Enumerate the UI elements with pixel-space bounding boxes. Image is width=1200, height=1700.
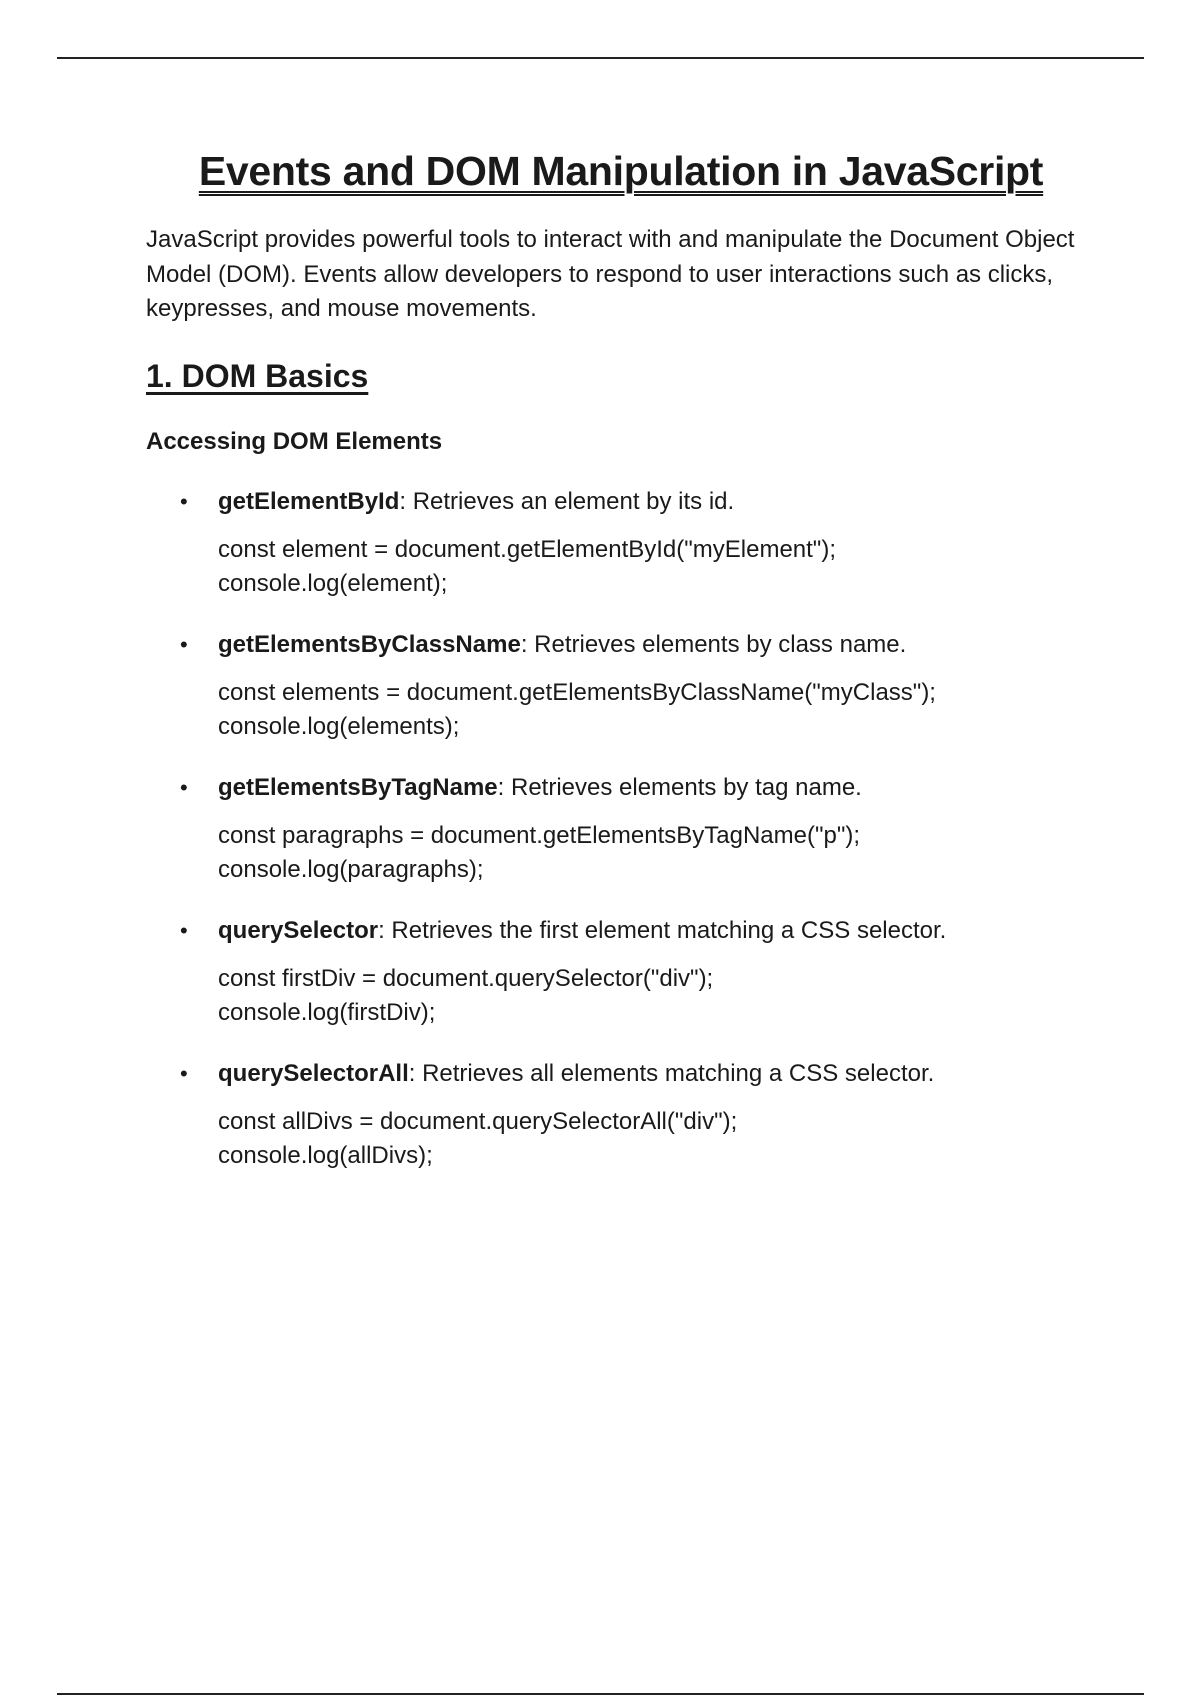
page-bottom-rule (57, 1693, 1144, 1695)
document-body (146, 145, 1096, 1200)
method-name: getElementById (218, 487, 400, 515)
code-line: console.log(paragraphs); (218, 856, 484, 883)
method-name: getElementsByClassName (218, 630, 521, 658)
code-line: console.log(allDivs); (218, 1142, 433, 1169)
code-line: const firstDiv = document.querySelector("div"); (218, 964, 714, 992)
method-description: : Retrieves the first element matching a CSS selector. (378, 916, 947, 944)
code-line: console.log(elements); (218, 713, 460, 740)
page-top-rule (57, 57, 1144, 59)
code-line: const element = document.getElementById("myElement"); (218, 535, 836, 563)
code-snippet (218, 819, 1096, 888)
method-name: querySelector (218, 916, 379, 944)
list-item-getelementbyid (146, 485, 1096, 602)
intro-paragraph: JavaScript provides powerful tools to interact with and manipulate the Document Object Model (DOM). Events allow developers to respond to user interactions such as clicks, keypresses, and mouse movements. (146, 226, 1075, 322)
method-line (218, 914, 1096, 948)
method-line (218, 771, 1096, 805)
subheading-accessing-dom-elements: Accessing DOM Elements (146, 427, 443, 455)
list-item-queryselectorall (146, 1057, 1096, 1174)
method-description: : Retrieves an element by its id. (399, 487, 735, 515)
list-item-getelementsbytagname (146, 771, 1096, 888)
code-line: const elements = document.getElementsByClassName("myClass"); (218, 678, 936, 706)
list-item-getelementsbyclassname (146, 628, 1096, 745)
bullet-icon: • (180, 774, 188, 800)
method-description: : Retrieves all elements matching a CSS selector. (408, 1059, 935, 1087)
code-snippet (218, 533, 1096, 602)
method-line (218, 485, 1096, 519)
method-line (218, 1057, 1096, 1091)
code-line: console.log(firstDiv); (218, 999, 436, 1026)
bullet-icon: • (180, 917, 188, 943)
list-item-queryselector (146, 914, 1096, 1031)
bullet-icon: • (180, 631, 188, 657)
bullet-icon: • (180, 488, 188, 514)
section-heading-dom-basics: 1. DOM Basics (146, 357, 369, 394)
code-line: const paragraphs = document.getElementsByTagName("p"); (218, 821, 861, 849)
code-snippet (218, 1105, 1096, 1174)
bullet-icon: • (180, 1060, 188, 1086)
page-title: Events and DOM Manipulation in JavaScript (198, 148, 1044, 194)
code-line: console.log(element); (218, 570, 448, 597)
code-snippet (218, 962, 1096, 1031)
code-snippet (218, 676, 1096, 745)
method-name: getElementsByTagName (218, 773, 498, 801)
method-description: : Retrieves elements by tag name. (497, 773, 862, 801)
method-list (146, 485, 1096, 1174)
code-line: const allDivs = document.querySelectorAll("div"); (218, 1107, 738, 1135)
method-name: querySelectorAll (218, 1059, 409, 1087)
method-line (218, 628, 1096, 662)
method-description: : Retrieves elements by class name. (520, 630, 907, 658)
